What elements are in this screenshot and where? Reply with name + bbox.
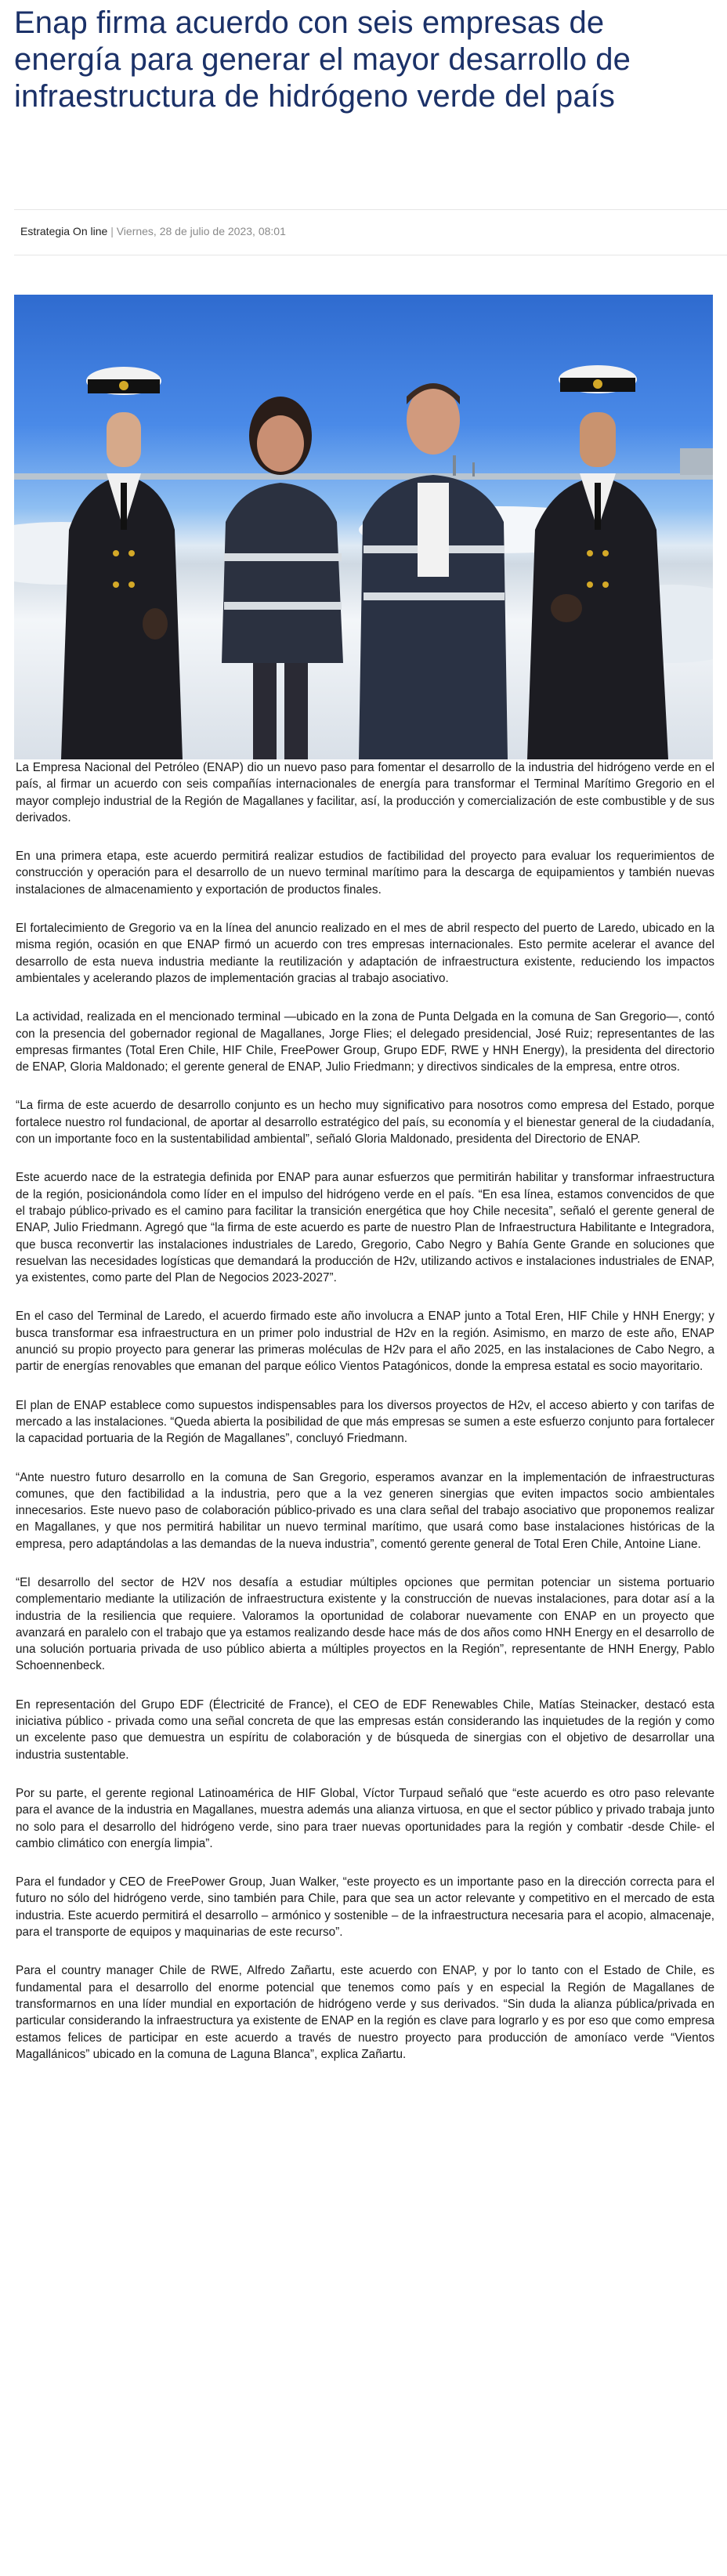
article-photo — [14, 295, 713, 759]
article-paragraph: Para el country manager Chile de RWE, Alfredo Zañartu, este acuerdo con ENAP, y por lo tanto con el Estado de Chile, es fundamental para el desarrollo del enorme potencial que tenemos como país y en especial la Región de Magallanes de transformarnos en una líder mundial en exportación de hidrógeno verde y sus derivados. “Sin duda la alianza pública/privada en particular considerando la infraestructura ya existente de ENAP en la región es clave para lograrlo y es por eso que como empresa estamos felices de participar en este acuerdo a través de nuestro proyecto para producción de amoníaco verde “Vientos Magallánicos” ubicado en la comuna de Laguna Blanca”, explica Zañartu. — [16, 1964, 714, 2061]
person-naval-officer-left — [61, 367, 183, 759]
article-paragraph: La actividad, realizada en el mencionado terminal —ubicado en la zona de Punta Delgada en la comuna de San Gregorio—, contó con la presencia del gobernador regional de Magallanes, Jorge Flies; el delegado presidencial, José Ruiz; representantes de las empresas firmantes (Total Eren Chile, HIF Chile, FreePower Group, Grupo EDF, RWE y HNH Energy), la presidenta del directorio de ENAP, Gloria Maldonado; el gerente general de ENAP, Julio Friedmann; y directivos sindicales de la empresa, entre otros. — [16, 1010, 714, 1074]
person-man-jacket — [359, 383, 508, 759]
source-link[interactable]: Estrategia On line — [20, 225, 108, 237]
divider — [14, 209, 727, 210]
article-paragraph: Para el fundador y CEO de FreePower Group, Juan Walker, “este proyecto es un importante paso en la dirección correcta para el futuro no sólo del hidrógeno verde, sino también para Chile, para que sea un actor relevante y competitivo en el mercado de esta industria. Este acuerdo permitirá el desarrollo – armónico y sostenible – de la infraestructura necesaria para el acopio, almacenaje, para el transporte de equipos y maquinarias de este recurso”. — [16, 1875, 714, 1940]
byline — [20, 223, 286, 239]
person-woman-jacket — [222, 397, 343, 759]
article-paragraph: “Ante nuestro futuro desarrollo en la comuna de San Gregorio, esperamos avanzar en la implementación de infraestructuras comunes, que den factibilidad a la industria, pero que a la vez generen sinergias que eviten impactos socio ambientales innecesarios. Este nuevo paso de colaboración público-privado es una clara señal del trabajo asociativo que proponemos realizar en Magallanes, y que nos permitirá habilitar un nuevo terminal marítimo, que usará como base instalaciones históricas de la empresa, pero adaptándolas a las demandas de la nueva industria”, comentó gerente general de Total Eren Chile, Antoine Liane. — [16, 1470, 714, 1551]
building — [680, 448, 713, 475]
article-body — [16, 759, 714, 2085]
person-naval-officer-right — [527, 365, 668, 759]
article-paragraph: En el caso del Terminal de Laredo, el acuerdo firmado este año involucra a ENAP junto a Total Eren, HIF Chile y HNH Energy; y busca transformar esa infraestructura en un primer polo industrial de H2v en la región. Asimismo, en marzo de este año, ENAP anunció su propio proyecto para generar las primeras moléculas de H2v para el año 2025, en las instalaciones de Cabo Negro, a partir de energías renovables que emanan del parque eólico Vientos Patagónicos, donde la empresa estatal es socio mayoritario. — [16, 1310, 714, 1374]
article-title: Enap firma acuerdo con seis empresas de energía para generar el mayor desarrollo de infraestructura de hidrógeno verde del país — [14, 5, 631, 114]
article-paragraph: En representación del Grupo EDF (Électricité de France), el CEO de EDF Renewables Chile, Matías Steinacker, destacó esta iniciativa público - privada como una señal concreta de que las empresas están considerando las inquietudes de la región y como un excelente paso que demuestra un espíritu de colaboración y de búsqueda de sinergias con el objetivo de desarrollar una industria sustentable. — [16, 1697, 714, 1762]
article-paragraph: En una primera etapa, este acuerdo permitirá realizar estudios de factibilidad del proyecto para evaluar los requerimientos de construcción y operación para el desarrollo de un nuevo terminal marítimo para la descarga de equipamientos y también nuevas instalaciones de almacenamiento y exportación de productos finales. — [16, 850, 714, 897]
post — [453, 455, 456, 476]
post — [472, 462, 475, 476]
article-paragraph: El plan de ENAP establece como supuestos indispensables para los diversos proyectos de H2v, el acceso abierto y con tarifas de mercado a las instalaciones. “Queda abierta la posibilidad de que más empresas se sumen a este esfuerzo conjunto para fortalecer la capacidad portuaria de la Región de Magallanes”, concluyó Friedmann. — [16, 1398, 714, 1446]
article-paragraph: Este acuerdo nace de la estrategia definida por ENAP para aunar esfuerzos que permitirán habilitar y transformar infraestructura de la región, posicionándola como líder en el impulso del hidrógeno verde en el país. “En esa línea, estamos convencidos de que el trabajo público-privado es el camino para facilitar la transición energética que hoy Chile necesita”, señaló el gerente general de ENAP, Julio Friedmann. Agregó que “la firma de este acuerdo es parte de nuestro Plan de Infraestructura Habilitante e Integradora, que busca reconvertir las instalaciones industriales de Laredo, Gregorio, Cabo Negro y Bahía Gente Grande en soluciones que resuelvan las necesidades logísticas que demandará la producción de H2v, utilizando activos e instalaciones industriales de ENAP, ya existentes, como parte del Plan de Negocios 2023-2027”. — [16, 1171, 714, 1285]
article-paragraph: La Empresa Nacional del Petróleo (ENAP) dio un nuevo paso para fomentar el desarrollo de la industria del hidrógeno verde en el país, al firmar un acuerdo con seis compañías internacionales de energía para transformar el Terminal Marítimo Gregorio en el mayor complejo industrial de la Región de Magallanes y facilitar, así, la producción y comercialización de este combustible y de sus derivados. — [16, 761, 714, 824]
article-paragraph: Por su parte, el gerente regional Latinoamérica de HIF Global, Víctor Turpaud señaló que “este acuerdo es otro paso relevante para el avance de la industria en Magallanes, muestra además una alianza virtuosa, en que el sector público y privado trabaja junto no solo para el desarrollo del hidrógeno verde, sino para traer nuevas oportunidades para la región y combatir -desde Chile- el cambio climático con energía limpia”. — [16, 1786, 714, 1850]
photo-illustration — [14, 295, 713, 759]
article-paragraph: El fortalecimiento de Gregorio va en la línea del anuncio realizado en el mes de abril respecto del puerto de Laredo, ubicado en la misma región, ocasión en que ENAP firmó un acuerdo con tres empresas internacionales. Esto permite acelerar el avance del desarrollo de esta nueva industria mediante la reutilización y adaptación de infraestructura existente, reduciendo los impactos ambientales y acelerando plazos de implementación gracias al trabajo asociativo. — [16, 922, 714, 985]
publish-date: Viernes, 28 de julio de 2023, 08:01 — [116, 225, 286, 237]
article-paragraph: “El desarrollo del sector de H2V nos desafía a estudiar múltiples opciones que permitan potenciar un sistema portuario complementario mediante la utilización de infraestructura existente y la construcción de nuevas instalaciones, para dotar así a la industria de la resiliencia que requiere. Valoramos la oportunidad de colaborar nuevamente con ENAP en un proyecto que avanzará en paralelo con el trabajo que ya estamos realizando desde hace más de dos años como HNH Energy en el desarrollo de una solución portuaria privada de uso público abierta a múltiples proyectos en la Región”, representante de HNH Energy, Pablo Schoennenbeck. — [16, 1575, 714, 1673]
byline-separator: | — [110, 225, 114, 237]
article-paragraph: “La firma de este acuerdo de desarrollo conjunto es un hecho muy significativo para nosotros como empresa del Estado, porque fortalece nuestro rol fundacional, de aportar al desarrollo estratégico del país, su economía y el bienestar general de la ciudadanía, con un importante foco en la sustentabilidad ambiental”, señaló Gloria Maldonado, presidenta del Directorio de ENAP. — [16, 1099, 714, 1147]
